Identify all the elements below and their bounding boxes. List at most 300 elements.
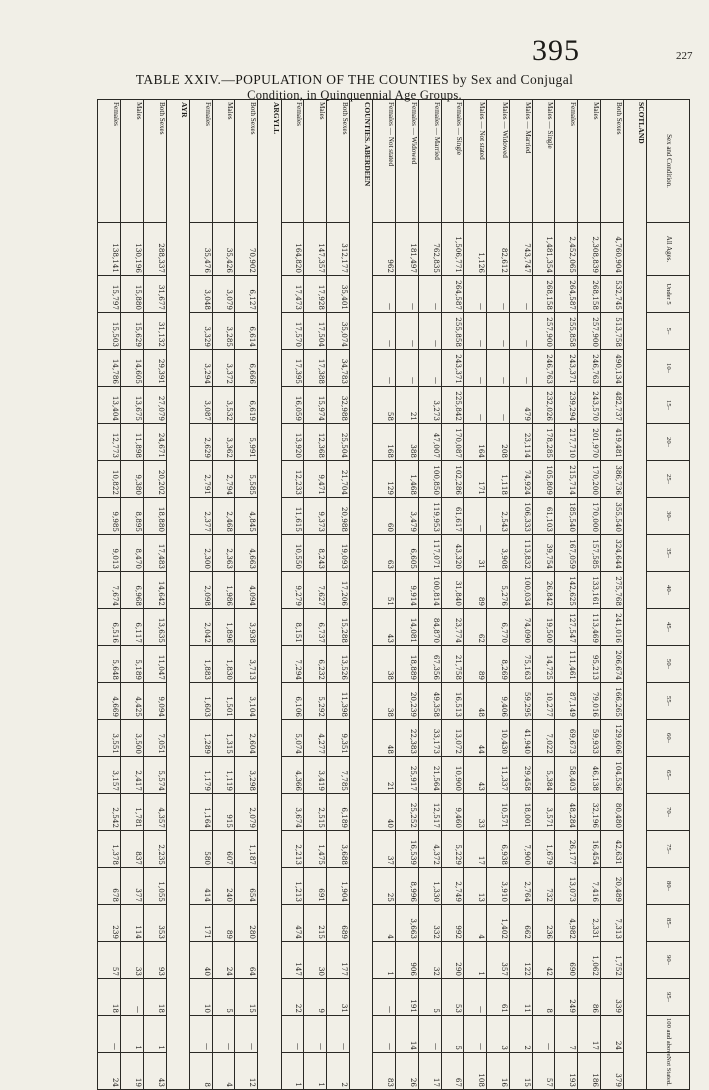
- table-cell: 17: [418, 1053, 441, 1090]
- table-cell: 3,713: [235, 646, 258, 683]
- table-cell: 21,704: [327, 461, 350, 498]
- table-cell: 8,996: [396, 868, 419, 905]
- table-cell: —: [418, 350, 441, 387]
- row-label: Females — Single: [441, 100, 464, 223]
- table-cell: 1,164: [189, 794, 212, 831]
- table-cell: —: [304, 1016, 327, 1053]
- table-cell: 18: [98, 979, 121, 1016]
- table-row: [396, 100, 419, 1090]
- column-header: 50–: [647, 646, 690, 683]
- column-header: 10–: [647, 350, 690, 387]
- table-cell: 482,737: [600, 387, 623, 424]
- table-cell: 236: [532, 905, 555, 942]
- table-cell: 43,320: [441, 535, 464, 572]
- table-cell: 691: [304, 868, 327, 905]
- table-cell: 38: [373, 646, 396, 683]
- table-cell: 275,768: [600, 572, 623, 609]
- table-cell: 246,763: [532, 350, 555, 387]
- table-cell: 3,551: [98, 720, 121, 757]
- table-cell: 915: [212, 794, 235, 831]
- table-row: [578, 100, 601, 1090]
- table-cell: 243,371: [441, 350, 464, 387]
- table-cell: 268,158: [532, 276, 555, 313]
- table-cell: 20,202: [143, 461, 166, 498]
- table-cell: 837: [121, 831, 144, 868]
- row-label: Males: [121, 100, 144, 223]
- table-cell: 580: [189, 831, 212, 868]
- table-cell: 4: [373, 905, 396, 942]
- table-cell: 9,471: [304, 461, 327, 498]
- table-cell: 59,933: [578, 720, 601, 757]
- table-cell: 60: [373, 498, 396, 535]
- table-row: [212, 100, 235, 1090]
- table-cell: 5,991: [235, 424, 258, 461]
- table-cell: 8,151: [281, 609, 304, 646]
- table-cell: —: [189, 1016, 212, 1053]
- table-cell: —: [487, 276, 510, 313]
- table-cell: 3,938: [235, 609, 258, 646]
- table-cell: 2,308,839: [578, 223, 601, 276]
- row-label: Both Sexes: [143, 100, 166, 223]
- table-cell: 2,213: [281, 831, 304, 868]
- table-cell: 24: [212, 942, 235, 979]
- table-cell: 25: [373, 868, 396, 905]
- table-cell: 5,276: [487, 572, 510, 609]
- table-cell: 17,928: [304, 276, 327, 313]
- table-cell: 11,047: [143, 646, 166, 683]
- table-cell: 7,022: [532, 720, 555, 757]
- table-cell: 40: [373, 794, 396, 831]
- table-cell: 3,329: [189, 313, 212, 350]
- table-cell: 5,229: [441, 831, 464, 868]
- table-cell: —: [532, 1016, 555, 1053]
- table-cell: 16,513: [441, 683, 464, 720]
- table-cell: 1: [143, 1016, 166, 1053]
- table-cell: 479: [509, 387, 532, 424]
- table-cell: 255,858: [441, 313, 464, 350]
- table-cell: 255,858: [555, 313, 578, 350]
- table-cell: 20,239: [396, 683, 419, 720]
- table-cell: 1,883: [189, 646, 212, 683]
- table-cell: 1,119: [212, 757, 235, 794]
- table-cell: 171: [189, 905, 212, 942]
- table-cell: 2,515: [304, 794, 327, 831]
- table-cell: 14,786: [98, 350, 121, 387]
- table-cell: 171: [464, 461, 487, 498]
- table-cell: 193: [555, 1053, 578, 1090]
- table-cell: 59,295: [509, 683, 532, 720]
- table-cell: 17,388: [304, 350, 327, 387]
- table-cell: 386,736: [600, 461, 623, 498]
- table-cell: 9,013: [98, 535, 121, 572]
- table-cell: 11,898: [121, 424, 144, 461]
- table-cell: 100,814: [418, 572, 441, 609]
- table-cell: 4,372: [418, 831, 441, 868]
- table-cell: 29,458: [509, 757, 532, 794]
- table-cell: 17,473: [281, 276, 304, 313]
- table-cell: 6,737: [304, 609, 327, 646]
- rotated-table: [97, 99, 690, 1087]
- table-cell: 2,794: [212, 461, 235, 498]
- table-cell: 178,285: [532, 424, 555, 461]
- table-row: [281, 100, 304, 1090]
- table-cell: 19,093: [327, 535, 350, 572]
- table-cell: 9: [304, 979, 327, 1016]
- table-cell: 16: [487, 1053, 510, 1090]
- column-header: 95–: [647, 979, 690, 1016]
- table-cell: 83: [373, 1053, 396, 1090]
- table-cell: 17,483: [143, 535, 166, 572]
- table-cell: 8,269: [487, 646, 510, 683]
- table-cell: 70,902: [235, 223, 258, 276]
- column-header: 30–: [647, 498, 690, 535]
- table-cell: 17: [464, 831, 487, 868]
- table-cell: 4,845: [235, 498, 258, 535]
- table-cell: 89: [464, 572, 487, 609]
- table-cell: 215: [304, 905, 327, 942]
- table-cell: 264,587: [441, 276, 464, 313]
- table-cell: 12,773: [98, 424, 121, 461]
- section-name: COUNTIES. ABERDEEN: [349, 100, 372, 1090]
- table-cell: 5,574: [143, 757, 166, 794]
- table-cell: 15: [509, 1053, 532, 1090]
- table-cell: 10,277: [532, 683, 555, 720]
- table-cell: 26,177: [555, 831, 578, 868]
- table-cell: 206,674: [600, 646, 623, 683]
- table-cell: 164,820: [281, 223, 304, 276]
- column-header: 70–: [647, 794, 690, 831]
- table-cell: 104,536: [600, 757, 623, 794]
- section-row: [166, 100, 189, 1090]
- table-cell: 3,372: [212, 350, 235, 387]
- table-row: [235, 100, 258, 1090]
- table-cell: 7,294: [281, 646, 304, 683]
- table-cell: 1,986: [212, 572, 235, 609]
- table-cell: 57: [98, 942, 121, 979]
- table-cell: 13: [464, 868, 487, 905]
- table-cell: 18,001: [509, 794, 532, 831]
- table-cell: 164: [464, 424, 487, 461]
- table-cell: 1: [373, 942, 396, 979]
- table-cell: 288,337: [143, 223, 166, 276]
- column-header: 40–: [647, 572, 690, 609]
- table-cell: 13,920: [281, 424, 304, 461]
- table-row: [487, 100, 510, 1090]
- table-cell: 2,235: [143, 831, 166, 868]
- table-cell: 332: [418, 905, 441, 942]
- table-cell: 689: [327, 905, 350, 942]
- table-cell: 13,635: [143, 609, 166, 646]
- table-cell: 84,870: [418, 609, 441, 646]
- table-cell: —: [418, 276, 441, 313]
- table-cell: 31: [464, 535, 487, 572]
- table-cell: 11,337: [487, 757, 510, 794]
- table-row: [600, 100, 623, 1090]
- section-row: [349, 100, 372, 1090]
- table-cell: 113,832: [509, 535, 532, 572]
- table-cell: 6,619: [235, 387, 258, 424]
- section-name: ARGYLL: [258, 100, 281, 1090]
- table-cell: 607: [212, 831, 235, 868]
- table-cell: 31: [327, 979, 350, 1016]
- table-cell: 324,644: [600, 535, 623, 572]
- table-cell: 249: [555, 979, 578, 1016]
- row-label: Females — Widowed: [396, 100, 419, 223]
- table-cell: 2,791: [189, 461, 212, 498]
- table-cell: 9,094: [143, 683, 166, 720]
- table-cell: 532,745: [600, 276, 623, 313]
- table-cell: 3,663: [396, 905, 419, 942]
- table-cell: 388: [396, 424, 419, 461]
- table-cell: 100,034: [509, 572, 532, 609]
- table-cell: 3,910: [487, 868, 510, 905]
- table-cell: 2,417: [121, 757, 144, 794]
- table-cell: 61: [487, 979, 510, 1016]
- table-cell: 7,785: [327, 757, 350, 794]
- table-cell: —: [464, 387, 487, 424]
- table-cell: —: [396, 350, 419, 387]
- column-header: 55–: [647, 683, 690, 720]
- table-cell: 21: [396, 387, 419, 424]
- column-header: 75–: [647, 831, 690, 868]
- table-cell: 3,048: [189, 276, 212, 313]
- table-cell: 5,292: [304, 683, 327, 720]
- table-cell: 147,357: [304, 223, 327, 276]
- column-header: 80–: [647, 868, 690, 905]
- column-header: 5–: [647, 313, 690, 350]
- row-label: Females: [281, 100, 304, 223]
- table-cell: 33: [121, 942, 144, 979]
- table-cell: 215,714: [555, 461, 578, 498]
- table-cell: 654: [235, 868, 258, 905]
- table-cell: 2,749: [441, 868, 464, 905]
- table-cell: 1: [121, 1016, 144, 1053]
- table-cell: —: [373, 313, 396, 350]
- table-cell: 246,763: [578, 350, 601, 387]
- table-cell: 127,547: [555, 609, 578, 646]
- table-cell: 1,062: [578, 942, 601, 979]
- table-cell: 89: [464, 646, 487, 683]
- table-cell: 2,079: [235, 794, 258, 831]
- table-cell: 35,476: [189, 223, 212, 276]
- table-cell: 339: [600, 979, 623, 1016]
- table-cell: 377: [121, 868, 144, 905]
- table-cell: 1,679: [532, 831, 555, 868]
- table-cell: 167,059: [555, 535, 578, 572]
- table-cell: 8,470: [121, 535, 144, 572]
- table-cell: 9,351: [327, 720, 350, 757]
- table-cell: —: [327, 1016, 350, 1053]
- table-cell: 6,127: [235, 276, 258, 313]
- table-cell: 2: [509, 1016, 532, 1053]
- table-cell: 4,425: [121, 683, 144, 720]
- table-cell: 7: [555, 1016, 578, 1053]
- table-cell: 6,117: [121, 609, 144, 646]
- table-cell: 15,880: [121, 276, 144, 313]
- table-cell: 32,988: [327, 387, 350, 424]
- table-cell: 25,252: [396, 794, 419, 831]
- table-cell: —: [487, 387, 510, 424]
- table-row: [189, 100, 212, 1090]
- table-cell: 1,468: [396, 461, 419, 498]
- table-cell: 35,426: [212, 223, 235, 276]
- table-cell: 7,313: [600, 905, 623, 942]
- table-cell: 690: [555, 942, 578, 979]
- table-cell: 13,073: [555, 868, 578, 905]
- table-cell: 147: [281, 942, 304, 979]
- table-cell: 5,384: [532, 757, 555, 794]
- column-header: 100 and above.: [647, 1016, 690, 1053]
- table-row: [373, 100, 396, 1090]
- table-cell: 108: [464, 1053, 487, 1090]
- table-cell: 47,007: [418, 424, 441, 461]
- table-cell: 48,284: [555, 794, 578, 831]
- table-cell: 732: [532, 868, 555, 905]
- table-cell: 239: [98, 905, 121, 942]
- table-cell: 89: [212, 905, 235, 942]
- table-cell: 257,900: [532, 313, 555, 350]
- table-cell: 23,774: [441, 609, 464, 646]
- table-cell: 1,315: [212, 720, 235, 757]
- table-row: [121, 100, 144, 1090]
- table-cell: 1,126: [464, 223, 487, 276]
- table-cell: 53: [441, 979, 464, 1016]
- table-cell: 170,087: [441, 424, 464, 461]
- row-label: Both Sexes: [600, 100, 623, 223]
- table-cell: 17,570: [281, 313, 304, 350]
- table-cell: 100,850: [418, 461, 441, 498]
- row-label: Males — Not stated: [464, 100, 487, 223]
- table-cell: 42: [532, 942, 555, 979]
- table-cell: 992: [441, 905, 464, 942]
- table-cell: 3,104: [235, 683, 258, 720]
- table-cell: 75,163: [509, 646, 532, 683]
- table-cell: 414: [189, 868, 212, 905]
- table-cell: 208: [487, 424, 510, 461]
- table-cell: 4,357: [143, 794, 166, 831]
- table-cell: 9,279: [281, 572, 304, 609]
- row-label: Males — Single: [532, 100, 555, 223]
- table-cell: 40: [189, 942, 212, 979]
- table-cell: 3,298: [235, 757, 258, 794]
- table-cell: 19: [121, 1053, 144, 1090]
- table-cell: 13,526: [327, 646, 350, 683]
- table-cell: 353: [143, 905, 166, 942]
- table-cell: 1,289: [189, 720, 212, 757]
- table-cell: 14,642: [143, 572, 166, 609]
- table-cell: 257,900: [578, 313, 601, 350]
- table-cell: 67: [441, 1053, 464, 1090]
- table-cell: —: [464, 276, 487, 313]
- table-cell: 4,669: [98, 683, 121, 720]
- table-cell: 185,540: [555, 498, 578, 535]
- table-cell: —: [373, 979, 396, 1016]
- table-cell: 49,358: [418, 683, 441, 720]
- table-cell: 15,503: [98, 313, 121, 350]
- table-cell: 10,430: [487, 720, 510, 757]
- table-cell: 186: [578, 1053, 601, 1090]
- table-cell: 379: [600, 1053, 623, 1090]
- table-cell: 9,460: [441, 794, 464, 831]
- table-cell: 6,106: [281, 683, 304, 720]
- table-cell: 1,213: [281, 868, 304, 905]
- table-cell: 17,504: [304, 313, 327, 350]
- table-cell: 9,985: [98, 498, 121, 535]
- table-cell: 31,132: [143, 313, 166, 350]
- row-label: Males — Married: [509, 100, 532, 223]
- table-cell: 13,404: [98, 387, 121, 424]
- table-cell: 15,797: [98, 276, 121, 313]
- table-cell: 61,103: [532, 498, 555, 535]
- table-cell: —: [509, 313, 532, 350]
- table-cell: 3,087: [189, 387, 212, 424]
- table-cell: 51: [373, 572, 396, 609]
- column-header: Sex and Condition.: [647, 100, 690, 223]
- table-cell: 129,606: [600, 720, 623, 757]
- row-label: Both Sexes: [235, 100, 258, 223]
- table-cell: 129: [373, 461, 396, 498]
- table-cell: 33: [464, 794, 487, 831]
- table-cell: 14: [396, 1016, 419, 1053]
- table-cell: 142,625: [555, 572, 578, 609]
- table-cell: 12: [235, 1053, 258, 1090]
- table-cell: 1,896: [212, 609, 235, 646]
- table-cell: 7,674: [98, 572, 121, 609]
- table-cell: 3,479: [396, 498, 419, 535]
- table-cell: 5,189: [121, 646, 144, 683]
- table-subtitle: Condition, in Quinquennial Age Groups.: [247, 88, 462, 102]
- table-cell: 4,366: [281, 757, 304, 794]
- table-body: [98, 100, 647, 1090]
- table-cell: 1,904: [327, 868, 350, 905]
- table-cell: 15,288: [327, 609, 350, 646]
- table-cell: 9,914: [396, 572, 419, 609]
- column-header: 45–: [647, 609, 690, 646]
- table-cell: 87,149: [555, 683, 578, 720]
- table-cell: 166,265: [600, 683, 623, 720]
- table-cell: 474: [281, 905, 304, 942]
- table-cell: 280: [235, 905, 258, 942]
- table-cell: 9,380: [121, 461, 144, 498]
- table-cell: 4: [464, 905, 487, 942]
- column-header: All Ages.: [647, 223, 690, 276]
- table-cell: 24: [600, 1016, 623, 1053]
- table-cell: 1: [304, 1053, 327, 1090]
- table-cell: 4,663: [235, 535, 258, 572]
- page-number: 227: [676, 50, 693, 62]
- column-header: 65–: [647, 757, 690, 794]
- table-cell: 1: [464, 942, 487, 979]
- table-cell: —: [98, 1016, 121, 1053]
- table-cell: 8,243: [304, 535, 327, 572]
- table-cell: 7,627: [304, 572, 327, 609]
- table-cell: 16,539: [396, 831, 419, 868]
- table-cell: 32: [418, 942, 441, 979]
- table-cell: 1,475: [304, 831, 327, 868]
- table-cell: 6,938: [487, 831, 510, 868]
- table-cell: —: [373, 350, 396, 387]
- table-cell: 67,356: [418, 646, 441, 683]
- section-row: [623, 100, 646, 1090]
- table-cell: 20,988: [327, 498, 350, 535]
- table-cell: 17,206: [327, 572, 350, 609]
- table-cell: 18,880: [143, 498, 166, 535]
- table-cell: 95,213: [578, 646, 601, 683]
- table-cell: —: [121, 979, 144, 1016]
- table-cell: 241,016: [600, 609, 623, 646]
- table-cell: 11,398: [327, 683, 350, 720]
- table-cell: 15,629: [121, 313, 144, 350]
